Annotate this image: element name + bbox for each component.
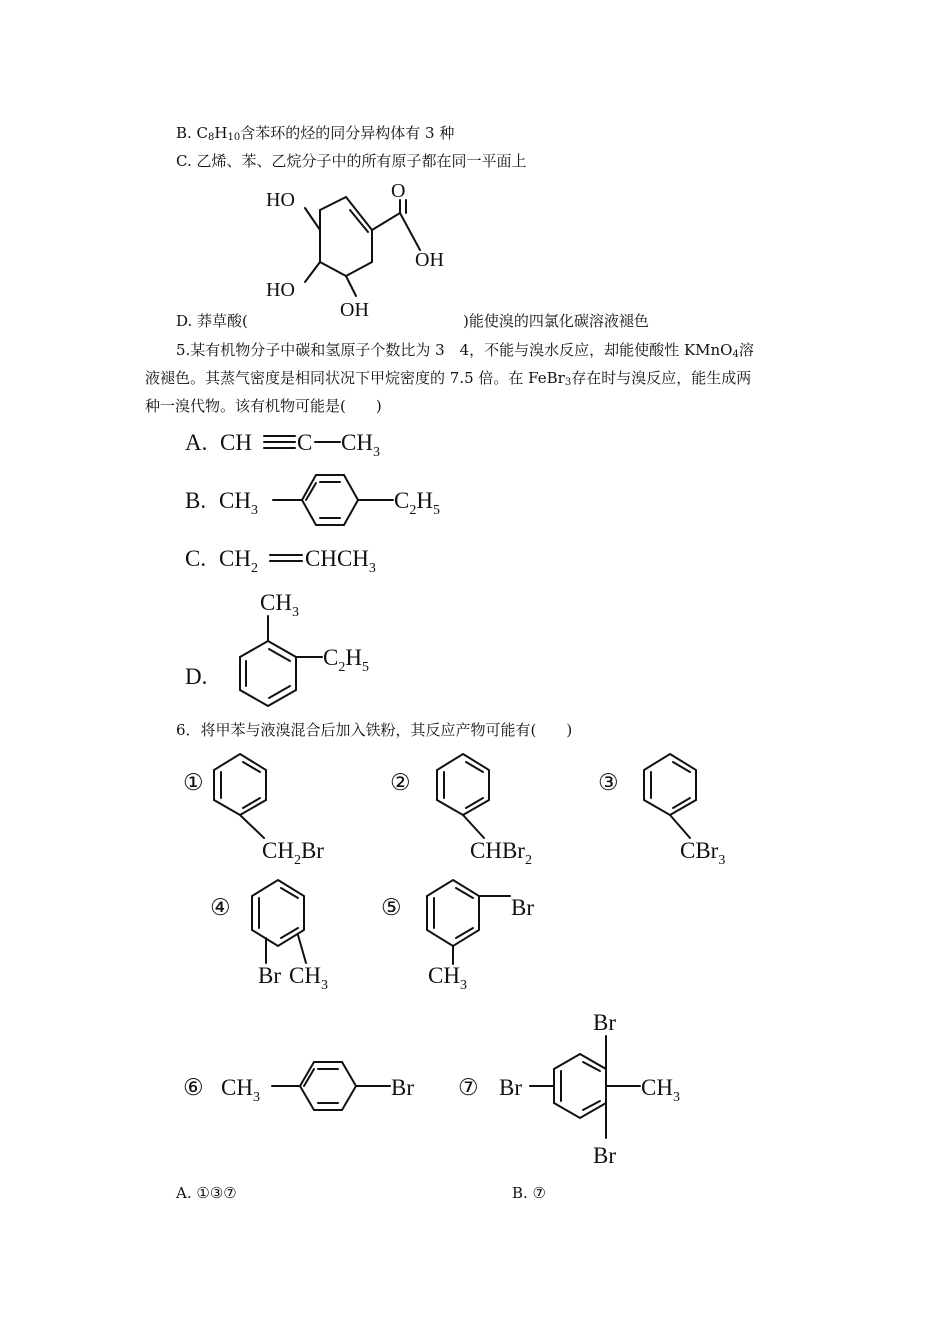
q6-number-3: ③ [598,770,619,795]
q4-option-c: C. 乙烯、苯、乙烷分子中的所有原子都在同一平面上 [176,152,527,170]
q6-number-2: ② [390,770,411,795]
q4-option-b: B. C8H10含苯环的烃的同分异构体有 3 种 [176,124,455,143]
shikimic-ho-bottom: HO [266,279,295,301]
q5-stem-line1: 5.某有机物分子中碳和氢原子个数比为 3 4，不能与溴水反应，却能使酸性 KMnO4溶 [176,341,754,360]
shikimic-acid-structure [305,197,420,296]
q5-option-b-c2h5: $C_2H_5$ [394,488,440,518]
q6-s4-ch3: $CH_3$ [289,963,328,993]
q6-structure-4 [252,880,306,963]
q5-option-c-ch2: $CH_2$ [219,546,258,576]
q5-option-a-ch: CH [220,430,252,455]
q6-s6-br: Br [391,1075,414,1100]
q4-option-d-prefix: D. 莽草酸( [176,312,248,330]
q6-option-b: B. ⑦ [512,1184,547,1202]
q6-s7-ch3: $CH_3$ [641,1075,680,1105]
q6-structure-6 [272,1062,390,1110]
q5-option-a-ch3: $CH_3$ [341,430,380,460]
shikimic-oh-bottom: OH [340,299,369,321]
q4-option-d-suffix: )能使溴的四氯化碳溶液褪色 [463,312,649,330]
q6-s4-br: Br [258,963,281,988]
q6-number-1: ① [183,770,204,795]
q6-s3-cbr3: CBr$_3$ [680,838,726,868]
q5-option-d-label: D. [185,664,208,689]
q6-s1-ch2br: $CH_2Br$ [262,838,324,868]
q6-stem: 6．将甲苯与液溴混合后加入铁粉，其反应产物可能有( ) [176,721,573,739]
q6-structure-3 [644,754,696,838]
shikimic-ho-top: HO [266,189,295,211]
q5-stem-line2: 液褪色。其蒸气密度是相同状况下甲烷密度的 7.5 倍。在 FeBr3存在时与溴反应，能生成两 [145,369,752,388]
q5-option-d-c2h5: $C_2H_5$ [323,645,369,675]
q5-option-a-label: A. [185,430,208,455]
q5-option-a-c: C [297,430,313,455]
q5-stem-line3: 种一溴代物。该有机物可能是( ) [145,397,382,415]
q5-option-c-chch3: $CHCH_3$ [305,546,376,576]
q6-s2-chbr2: CHBr$_2$ [470,838,532,868]
q5-option-d-ring [240,616,322,706]
q6-number-6: ⑥ [183,1075,204,1100]
q6-number-4: ④ [210,895,231,920]
q6-structure-5 [427,880,510,964]
q5-option-c-label: C. [185,546,207,571]
q5-option-c-double-bond [270,555,302,561]
shikimic-carbonyl-o: O [391,180,406,202]
q6-number-5: ⑤ [381,895,402,920]
q5-option-b-label: B. [185,488,207,513]
q6-number-7: ⑦ [458,1075,479,1100]
q6-structure-2 [437,754,489,838]
q5-option-b-ch3: $CH_3$ [219,488,258,518]
q6-s7-br-bottom: Br [593,1143,616,1168]
q6-s7-br-top: Br [593,1010,616,1035]
q6-structure-7 [530,1036,640,1138]
q6-s5-ch3: $CH_3$ [428,963,467,993]
shikimic-acid-oh: OH [415,249,444,271]
q5-option-b-ring [273,475,393,525]
q6-structure-1 [214,754,266,838]
q6-option-a: A. ①③⑦ [176,1184,237,1202]
q6-s6-ch3: $CH_3$ [221,1075,260,1105]
q5-option-d-ch3: $CH_3$ [260,590,299,620]
q6-s5-br: Br [511,895,534,920]
q6-s7-br-left: Br [499,1075,522,1100]
